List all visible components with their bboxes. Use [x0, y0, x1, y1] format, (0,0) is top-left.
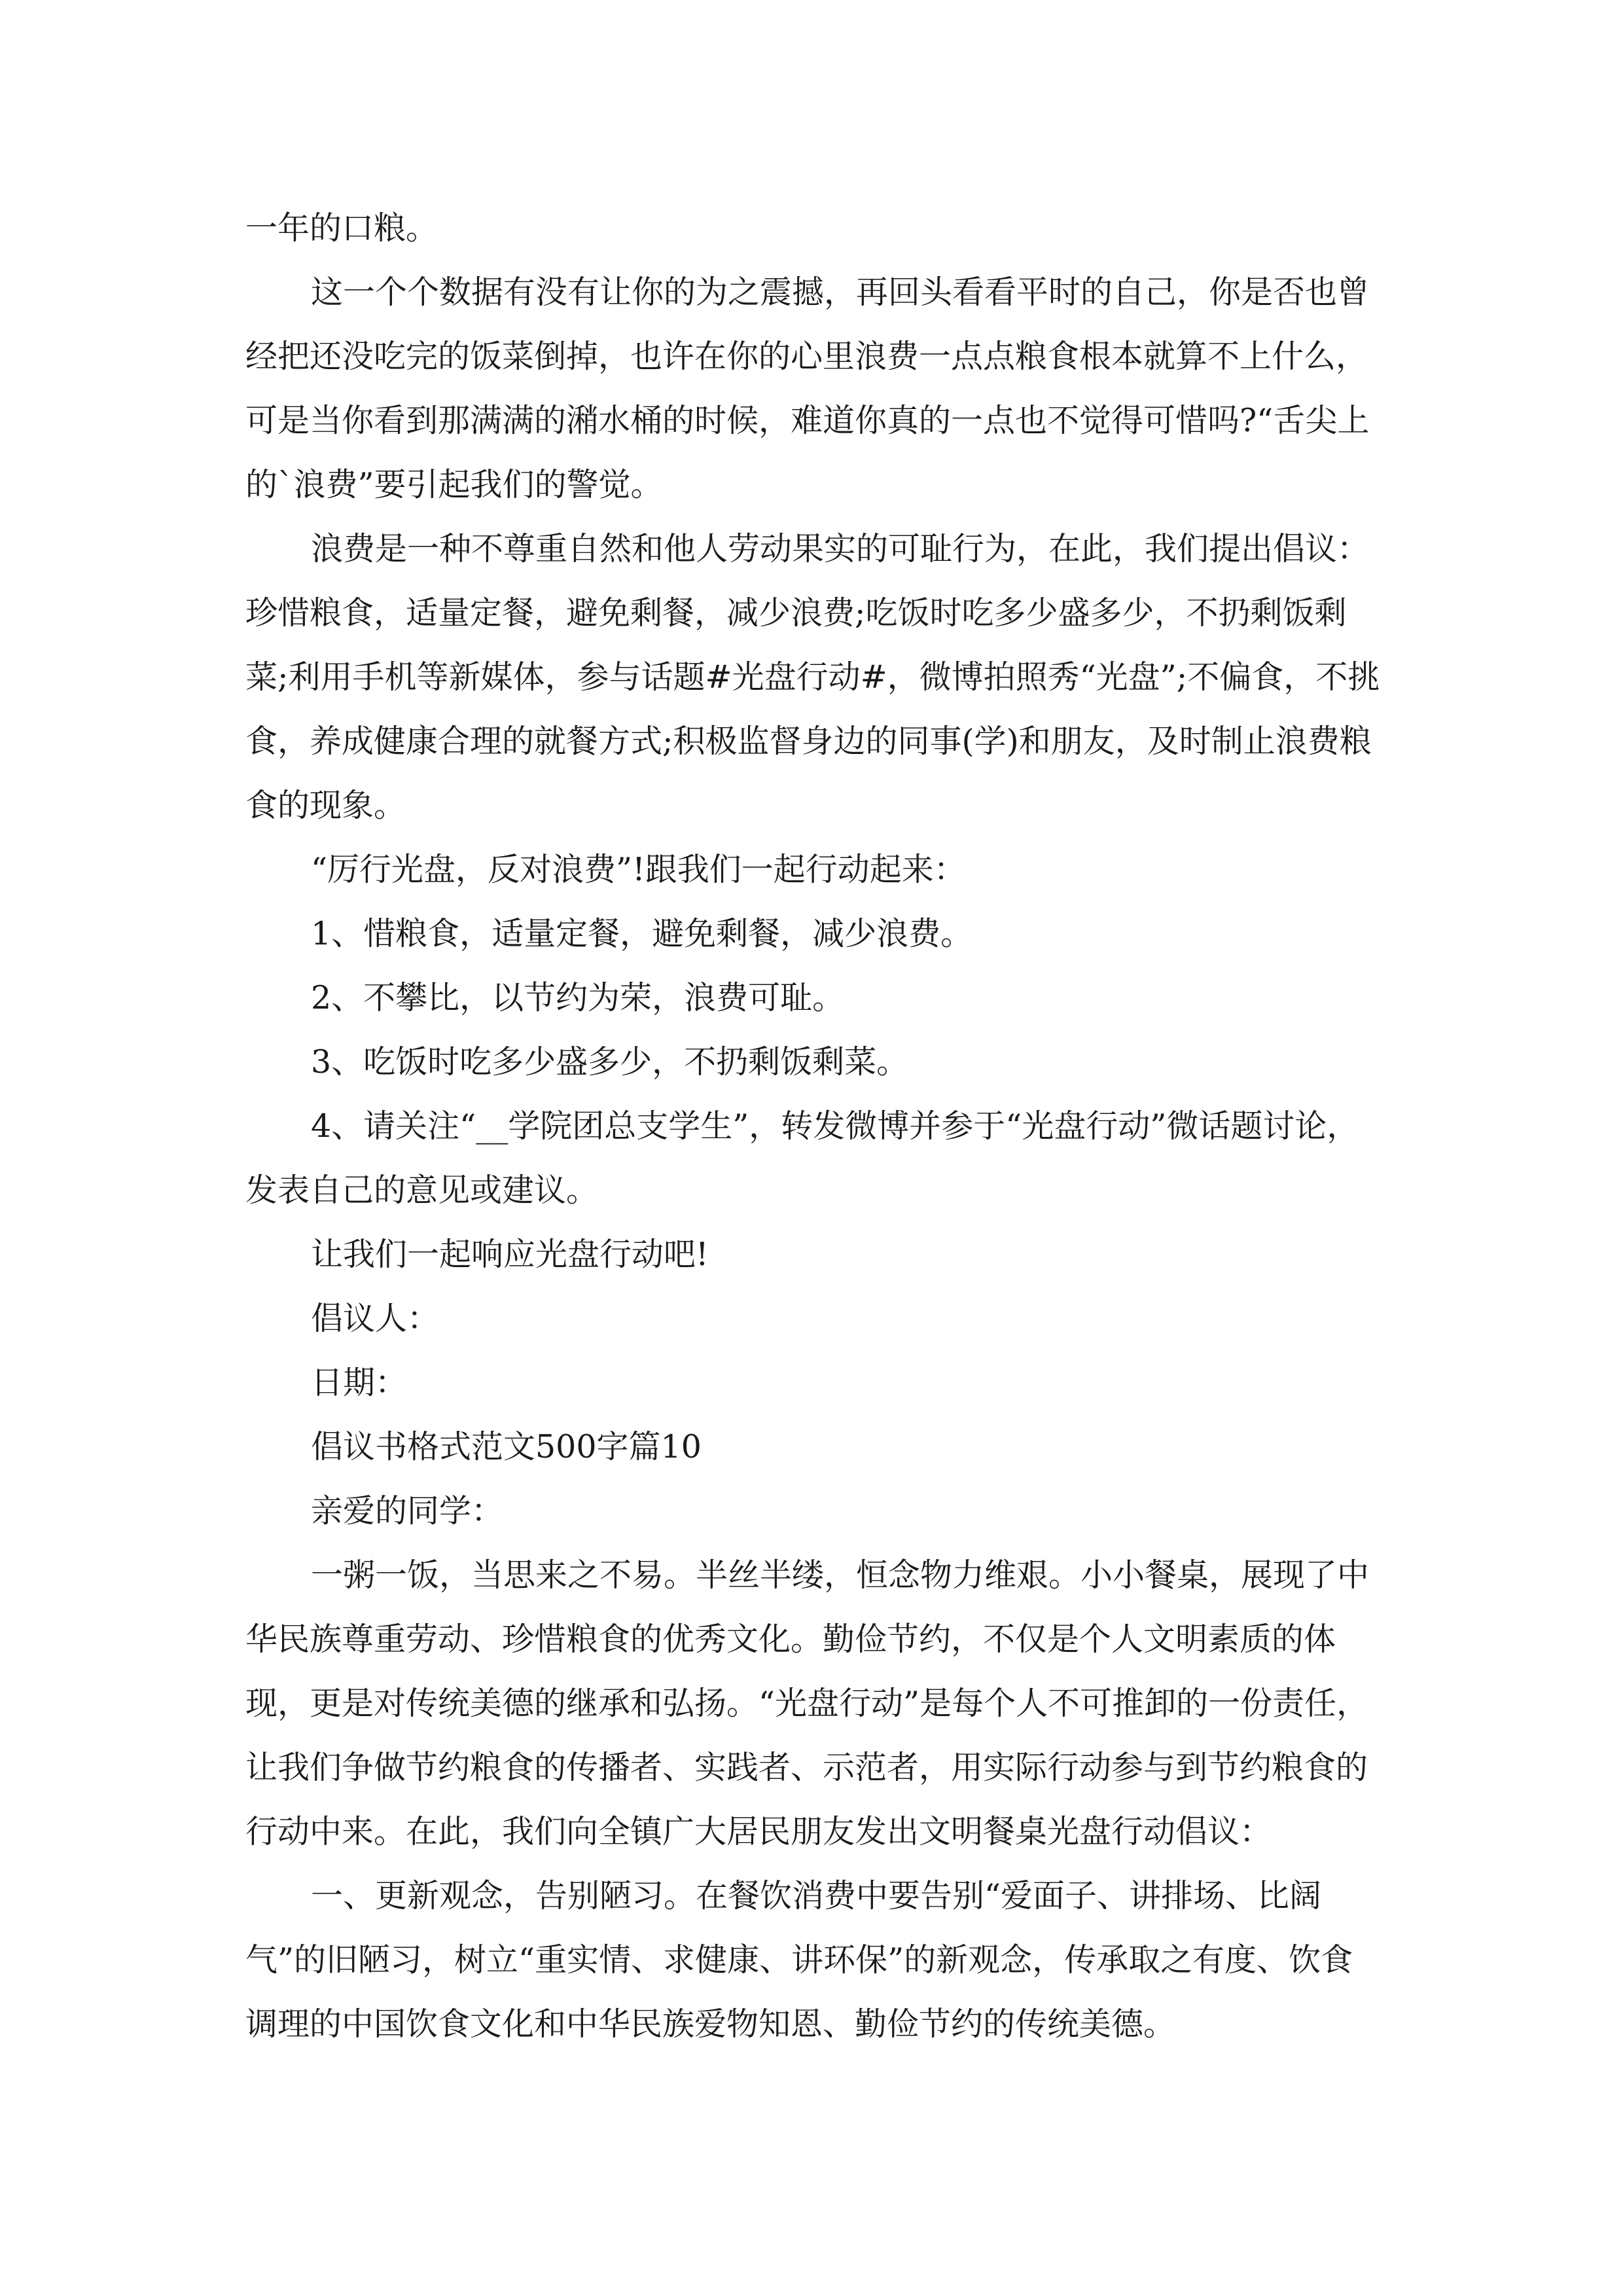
paragraph: 一粥一饭，当思来之不易。半丝半缕，恒念物力维艰。小小餐桌，展现了中华民族尊重劳动、珍惜粮食的优秀文化。勤俭节约，不仅是个人文明素质的体现，更是对传统美德的继承和弘扬。“光盘行动”是每个人不可推卸的一份责任，让我们争做节约粮食的传播者、实践者、示范者，用实际行动参与到节约粮食的行动中来。在此，我们向全镇广大居民朋友发出文明餐桌光盘行动倡议：: [245, 1556, 1370, 1850]
salutation: 亲爱的同学：: [311, 1492, 504, 1530]
document-body: [245, 196, 1384, 2056]
paragraph: 一年的口粮。: [245, 209, 438, 247]
list-item: 1、惜粮食，适量定餐，避免剩餐，减少浪费。: [311, 915, 973, 952]
list-item: 3、吃饭时吃多少盛多少，不扔剩饭剩菜。: [311, 1043, 909, 1081]
section-heading: 倡议书格式范文500字篇10: [311, 1428, 702, 1465]
list-item: 2、不攀比，以节约为荣，浪费可耻。: [311, 979, 845, 1016]
paragraph: “厉行光盘，反对浪费”!跟我们一起行动起来：: [311, 851, 966, 888]
paragraph: 一、更新观念，告别陋习。在餐饮消费中要告别“爱面子、讲排场、比阔气”的旧陋习，树立“重实情、求健康、讲环保”的新观念，传承取之有度、饮食调理的中国饮食文化和中华民族爱物知恩、勤俭节约的传统美德。: [245, 1877, 1353, 2043]
paragraph: 这一个个数据有没有让你的为之震撼，再回头看看平时的自己，你是否也曾经把还没吃完的饭菜倒掉，也许在你的心里浪费一点点粮食根本就算不上什么，可是当你看到那满满的潲水桶的时候，难道你真的一点也不觉得可惜吗?“舌尖上的`浪费”要引起我们的警觉。: [245, 274, 1370, 503]
date-line: 日期：: [311, 1364, 408, 1401]
paragraph: 让我们一起响应光盘行动吧!: [311, 1236, 709, 1273]
list-item: 4、请关注“__学院团总支学生”，转发微博并参于“光盘行动”微话题讨论，发表自己的意见或建议。: [245, 1107, 1359, 1209]
paragraph: 浪费是一种不尊重自然和他人劳动果实的可耻行为，在此，我们提出倡议：珍惜粮食，适量定餐，避免剩餐，减少浪费;吃饭时吃多少盛多少，不扔剩饭剩菜;利用手机等新媒体，参与话题#光盘行动#，微博拍照秀“光盘”;不偏食，不挑食，养成健康合理的就餐方式;积极监督身边的同事(学)和朋友，及时制止浪费粮食的现象。: [245, 530, 1380, 824]
signature-line: 倡议人：: [311, 1300, 440, 1337]
